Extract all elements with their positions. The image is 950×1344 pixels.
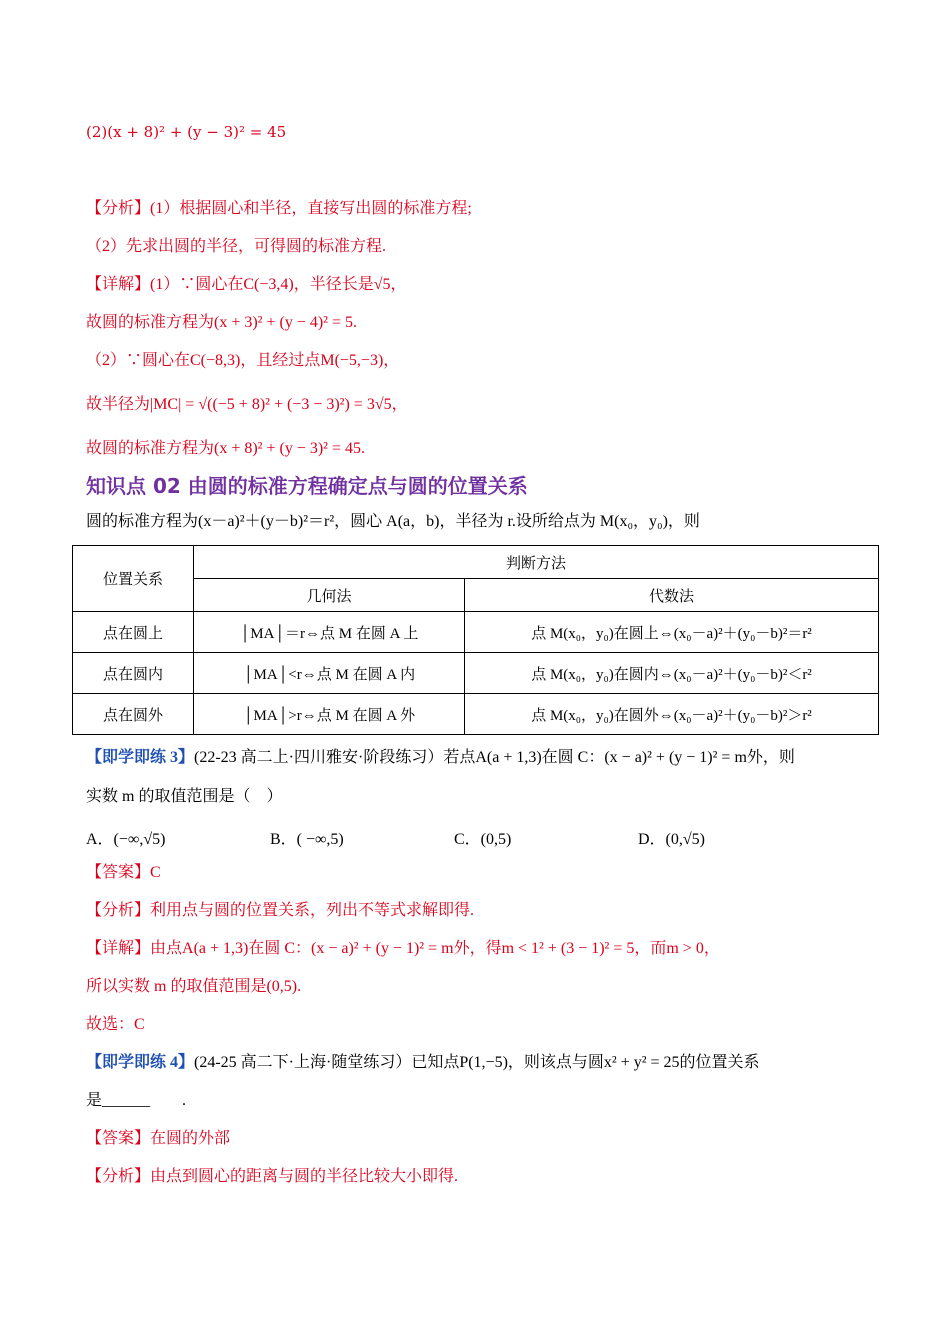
cell-position: 点在圆内 bbox=[73, 653, 194, 694]
question-4 bbox=[86, 1052, 760, 1074]
answer-line-2: (2)(x + 8)² + (y − 3)² = 45 bbox=[86, 123, 287, 141]
question-3 bbox=[86, 747, 795, 769]
position-table bbox=[72, 545, 879, 735]
cell-geometric: │MA│>r⇔点 M 在圆 A 外 bbox=[194, 694, 465, 735]
q3-detail bbox=[86, 938, 720, 960]
cell-position: 点在圆外 bbox=[73, 694, 194, 735]
option-d: D．(0,√5) bbox=[638, 831, 705, 848]
analysis-text: 利用点与圆的位置关系，列出不等式求解即得. bbox=[150, 902, 475, 919]
answer-value: 在圆的外部 bbox=[150, 1130, 231, 1147]
analysis-line bbox=[86, 198, 472, 220]
q4-answer bbox=[86, 1128, 230, 1150]
analysis-tag: 【分析】 bbox=[86, 1168, 151, 1185]
detail-line-5: 故圆的标准方程为(x + 8)² + (y − 3)² = 45. bbox=[86, 440, 366, 457]
q4-analysis bbox=[86, 1166, 458, 1188]
question-4-line-2: 是______ . bbox=[86, 1092, 187, 1109]
q4-tag: 【即学即练 4】 bbox=[86, 1054, 195, 1071]
q3-detail-2: 所以实数 m 的取值范围是(0,5). bbox=[86, 978, 302, 995]
q3-analysis bbox=[86, 900, 474, 922]
analysis-text: (1）根据圆心和半径，直接写出圆的标准方程; bbox=[150, 200, 472, 217]
detail-line-3: （2）∵圆心在C(−8,3)，且经过点M(−5,−3)， bbox=[86, 352, 400, 369]
q3-choose: 故选：C bbox=[86, 1016, 145, 1033]
answer-value: C bbox=[150, 864, 161, 881]
answer-tag: 【答案】 bbox=[86, 864, 151, 881]
q4-text: (24-25 高二下·上海·随堂练习）已知点P(1,−5)，则该点与圆x² + y² = 25的位置关系 bbox=[194, 1054, 760, 1071]
answer-tag: 【答案】 bbox=[86, 1130, 151, 1147]
table-row bbox=[73, 694, 879, 735]
detail-line-4: 故半径为|MC| = √((−5 + 8)² + (−3 − 3)²) = 3√5， bbox=[86, 396, 408, 413]
cell-geometric: │MA│＝r⇔点 M 在圆 A 上 bbox=[194, 612, 465, 653]
cell-position: 点在圆上 bbox=[73, 612, 194, 653]
cell-algebraic: 点 M(x₀，y₀)在圆内⇔(x₀－a)²＋(y₀－b)²＜r² bbox=[465, 653, 879, 694]
section-title: 知识点 02 由圆的标准方程确定点与圆的位置关系 bbox=[86, 474, 528, 498]
analysis-line-2: （2）先求出圆的半径，可得圆的标准方程. bbox=[86, 238, 387, 255]
question-3-line-2: 实数 m 的取值范围是（ ） bbox=[86, 788, 283, 805]
table-row bbox=[73, 612, 879, 653]
detail-tag: 【详解】 bbox=[86, 940, 151, 957]
detail-text: 由点A(a + 1,3)在圆 C：(x − a)² + (y − 1)² = m外，得m < 1² + (3 − 1)² = 5，而m > 0， bbox=[150, 940, 720, 957]
analysis-tag: 【分析】 bbox=[86, 902, 151, 919]
option-c: C．(0,5) bbox=[454, 831, 512, 848]
table-row bbox=[73, 653, 879, 694]
cell-algebraic: 点 M(x₀，y₀)在圆上⇔(x₀－a)²＋(y₀－b)²＝r² bbox=[465, 612, 879, 653]
header-position: 位置关系 bbox=[73, 546, 194, 612]
q3-tag: 【即学即练 3】 bbox=[86, 749, 195, 766]
detail-text: (1）∵圆心在C(−3,4)，半径长是√5， bbox=[150, 276, 407, 293]
cell-algebraic: 点 M(x₀，y₀)在圆外⇔(x₀－a)²＋(y₀－b)²＞r² bbox=[465, 694, 879, 735]
detail-line-2: 故圆的标准方程为(x + 3)² + (y − 4)² = 5. bbox=[86, 314, 358, 331]
analysis-tag: 【分析】 bbox=[86, 200, 151, 217]
option-b: B．( −∞,5) bbox=[270, 831, 344, 848]
header-algebraic: 代数法 bbox=[465, 579, 879, 612]
analysis-text: 由点到圆心的距离与圆的半径比较大小即得. bbox=[150, 1168, 459, 1185]
q3-answer bbox=[86, 862, 161, 884]
q3-text: (22-23 高二上·四川雅安·阶段练习）若点A(a + 1,3)在圆 C：(x − a)² + (y − 1)² = m外，则 bbox=[194, 749, 795, 766]
option-a: A．(−∞,√5) bbox=[86, 831, 166, 848]
detail-tag: 【详解】 bbox=[86, 276, 151, 293]
section-intro: 圆的标准方程为(x－a)²＋(y－b)²＝r²，圆心 A(a，b)，半径为 r.设所给点为 M(x₀，y₀)，则 bbox=[86, 513, 700, 530]
cell-geometric: │MA│<r⇔点 M 在圆 A 内 bbox=[194, 653, 465, 694]
header-geometric: 几何法 bbox=[194, 579, 465, 612]
detail-line bbox=[86, 274, 406, 296]
header-method: 判断方法 bbox=[194, 546, 879, 579]
